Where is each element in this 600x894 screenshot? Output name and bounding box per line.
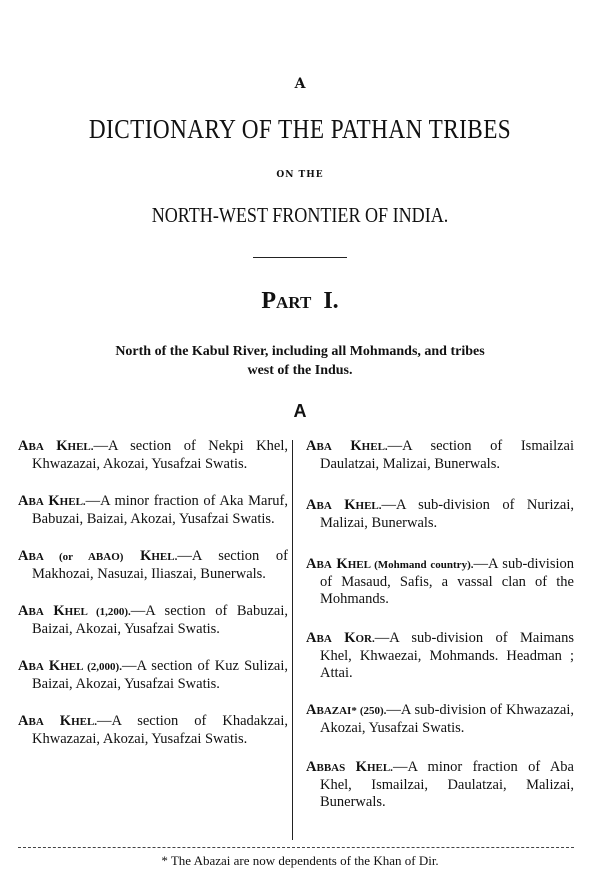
dictionary-entry [18, 658, 288, 693]
title-article: A [294, 76, 306, 92]
entry-headword: ABA KHEL. [18, 493, 86, 509]
entry-headword: ABA KHEL. [306, 497, 382, 513]
entry-definition: —A section of Khadakzai, Khwazazai, Akozai, Yusafzai Swatis. [32, 713, 288, 747]
part-subtitle [0, 342, 600, 380]
entry-definition: —A sub-division of Maimans Khel, Khwaezai, Mohmands. Headman ; Attai. [320, 630, 575, 681]
title-connector: ON THE [276, 170, 324, 180]
main-title: DICTIONARY OF THE PATHAN TRIBES [88, 114, 512, 144]
entry-definition: —A section of Ismailzai Daulatzai, Malizai, Bunerwals. [320, 438, 574, 472]
title-subline: NORTH-WEST FRONTIER OF INDIA. [151, 203, 449, 227]
entry-headword: ABAZAI* (250). [306, 702, 387, 718]
dictionary-entry [18, 493, 288, 528]
subtitle-line-2: west of the Indus. [247, 363, 353, 378]
dictionary-entry [306, 497, 574, 532]
dictionary-entry [306, 759, 574, 811]
entry-headword: ABA KHEL (Mohmand country). [306, 556, 474, 572]
entry-definition: —A section of Makhozai, Nasuzai, Iliaszai, Bunerwals. [32, 548, 289, 582]
dictionary-entry [306, 556, 574, 608]
entry-definition: —A section of Kuz Sulizai, Baizai, Akozai, Yusafzai Swatis. [32, 658, 289, 692]
entry-headword: ABA KHEL (1,200). [18, 603, 131, 619]
entry-headword: ABBAS KHEL. [306, 759, 393, 775]
entry-headword: ABA KHEL. [306, 438, 388, 454]
dictionary-entry [306, 438, 574, 473]
entry-headword: ABA (or ABAO) KHEL. [18, 548, 178, 564]
entry-definition: —A sub-division of Khwazazai, Akozai, Yusafzai Swatis. [320, 702, 574, 736]
left-column [18, 438, 288, 748]
part-heading [0, 288, 600, 315]
entry-headword: ABA KHEL. [18, 438, 94, 454]
entry-definition: —A minor fraction of Aba Khel, Ismailzai, Daulatzai, Malizai, Bunerwals. [320, 759, 574, 810]
entry-definition: —A section of Nekpi Khel, Khwazazai, Akozai, Yusafzai Swatis. [32, 438, 288, 472]
subtitle-line-1: North of the Kabul River, including all Mohmands, and tribes [115, 344, 485, 359]
dictionary-entry [18, 548, 288, 583]
entry-headword: ABA KHEL. [18, 713, 98, 729]
dictionary-entry [306, 702, 574, 737]
right-column [306, 438, 574, 811]
section-letter: A [293, 401, 307, 421]
part-label-rest: ART [276, 293, 312, 312]
dictionary-entry [18, 603, 288, 638]
entry-definition: —A sub-division of Masaud, Safis, a vassal clan of the Mohmands. [320, 556, 574, 607]
dictionary-entry [306, 630, 574, 682]
column-divider [292, 440, 293, 840]
part-initial: P [261, 288, 277, 314]
title-divider [253, 257, 347, 258]
dictionary-entry [18, 713, 288, 748]
entry-headword: ABA KOR. [306, 630, 375, 646]
entry-definition: —A minor fraction of Aka Maruf, Babuzai, Baizai, Akozai, Yusafzai Swatis. [32, 493, 288, 527]
footnote-rule [18, 847, 574, 848]
entry-definition: —A section of Babuzai, Baizai, Akozai, Yusafzai Swatis. [32, 603, 288, 637]
entry-definition: —A sub-division of Nurizai, Malizai, Bunerwals. [320, 497, 574, 531]
dictionary-entry [18, 438, 288, 473]
entry-headword: ABA KHEL (2,000). [18, 658, 122, 674]
footnote: * The Abazai are now dependents of the Khan of Dir. [161, 853, 439, 868]
part-number: I. [323, 288, 339, 314]
